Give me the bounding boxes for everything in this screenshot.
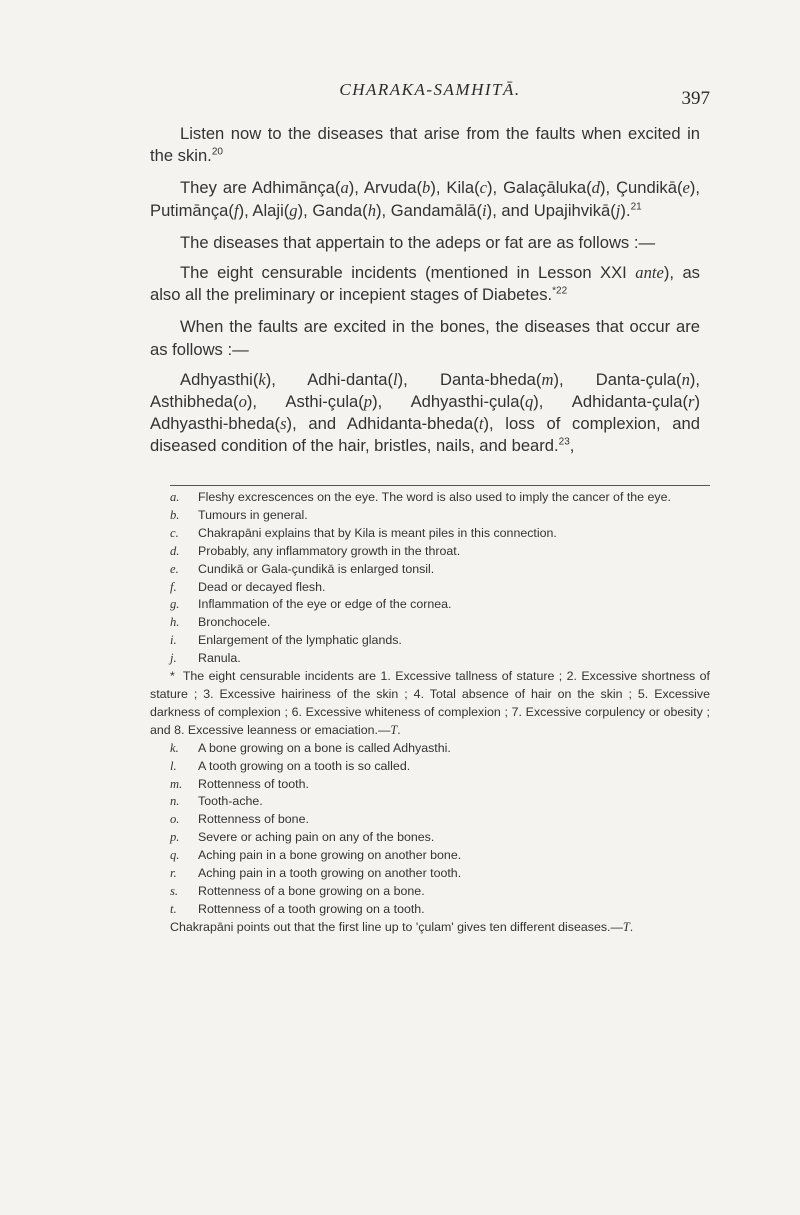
footnote-star: * The eight censurable incidents are 1. Excessive tallness of stature ; 2. Excessive shortness of stature ; 3. Excessive hairiness of the skin ; 4. Total absence of hair on the skin ; 5. Excessive darkness of complexion ; 6. Excessive whiteness of complexion ; 7. Excessive corpulency or obesity ; and 8. Excessive leanness or emaciation.—T. [150,669,710,737]
endnote-ref: *22 [552,285,568,297]
footnote-d: d. Probably, any inflammatory growth in the throat. [170,543,461,558]
footnote-p: p. Severe or aching pain on any of the bones. [170,830,435,845]
footnote-f: f. Dead or decayed flesh. [170,579,326,594]
footnote-s: s. Rottenness of a bone growing on a bone. [170,883,425,898]
paragraph-skin-disease-list: They are Adhimānça(a), Arvuda(b), Kila(c), Galaçāluka(d), Çundikā(e), Putimānça(f), Alaji(g), Ganda(h), Gandamālā(i), and Upajihvikā(j).$^{21}$ [150,178,700,220]
endnote-ref: 23 [558,436,570,448]
footnote-j: j. Ranula. [170,651,241,666]
paragraph-skin-diseases: Listen now to the diseases that arise from the faults when excited in the skin.$^{20}$ [150,124,700,166]
footnote-a: a. Fleshy excrescences on the eye. The word is also used to imply the cancer of the eye. [170,490,671,504]
footnote-h: h. Bronchocele. [170,615,271,630]
endnote-ref: 21 [630,201,642,213]
footnote-l: l. A tooth growing on a tooth is so called. [170,758,411,773]
footnote-divider [170,485,710,486]
footnote-final-note: Chakrapāni points out that the first line up to 'çulam' gives ten different diseases.—T. [170,919,634,934]
footnote-k: k. A bone growing on a bone is called Adhyasthi. [170,740,451,755]
running-title: CHARAKA-SAMHITĀ. [339,80,521,99]
paragraph-censurable-incidents: The eight censurable incidents (mentioned in Lesson XXI ante), as also all the preliminary or incepient stages of Diabetes.$^{*22}$ [150,263,700,305]
footnote-e: e. Cundikā or Gala-çundikā is enlarged tonsil. [170,561,435,576]
footnote-r: r. Aching pain in a tooth growing on another tooth. [170,866,462,881]
footnote-i: i. Enlargement of the lymphatic glands. [170,633,402,648]
footnotes [150,489,710,937]
footnote-n: n. Tooth-ache. [170,794,263,809]
paragraph-bone-disease-list: Adhyasthi(k), Adhi-danta(l), Danta-bheda(m), Danta-çula(n), Asthibheda(o), Asthi-çula(p), Adhyasthi-çula(q), Adhidanta-çula(r) Adhyasthi-bheda(s), and Adhidanta-bheda(t), loss of complexion, and diseased condition of the hair, bristles, nails, and beard.$^{23}$, [150,369,700,456]
page-number: 397 [681,88,710,109]
paragraph-bone-diseases: When the faults are excited in the bones, the diseases that occur are as follows :— [150,317,700,359]
footnote-t: t. Rottenness of a tooth growing on a tooth. [170,901,425,916]
endnote-ref: 20 [211,146,223,158]
footnote-b: b. Tumours in general. [170,507,308,522]
footnote-m: m. Rottenness of tooth. [170,776,309,791]
paragraph-fat-diseases: The diseases that appertain to the adeps or fat are as follows :— [180,232,656,252]
footnote-c: c. Chakrapāni explains that by Kila is meant piles in this connection. [170,525,557,540]
running-head [150,80,710,110]
main-text [150,123,700,468]
footnote-o: o. Rottenness of bone. [170,812,309,827]
footnote-q: q. Aching pain in a bone growing on another bone. [170,848,462,863]
footnote-g: g. Inflammation of the eye or edge of the cornea. [170,597,452,612]
